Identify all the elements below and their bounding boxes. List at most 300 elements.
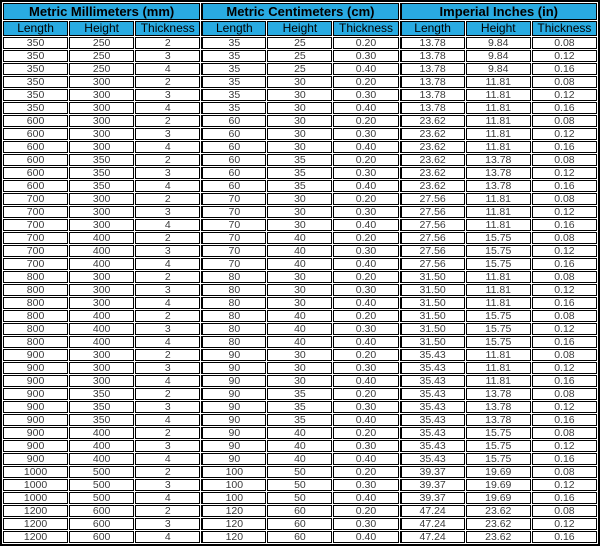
table-cell: 0.30 [333, 284, 398, 296]
table-cell: 3 [135, 50, 200, 62]
table-row [3, 336, 597, 348]
table-cell: 40 [267, 427, 332, 439]
table-cell: 600 [3, 180, 68, 192]
table-cell: 0.12 [532, 362, 597, 374]
table-cell: 60 [267, 518, 332, 530]
table-cell: 50 [267, 492, 332, 504]
table-cell: 3 [135, 401, 200, 413]
table-cell: 2 [135, 232, 200, 244]
table-cell: 0.30 [333, 89, 398, 101]
table-cell: 0.12 [532, 401, 597, 413]
table-cell: 350 [3, 63, 68, 75]
table-row [3, 401, 597, 413]
table-row [3, 89, 597, 101]
table-row [3, 76, 597, 88]
table-cell: 600 [3, 167, 68, 179]
group-header-mm: Metric Millimeters (mm) [3, 3, 200, 20]
table-cell: 0.20 [333, 349, 398, 361]
table-cell: 11.81 [466, 193, 531, 205]
table-cell: 600 [3, 115, 68, 127]
table-cell: 0.40 [333, 453, 398, 465]
table-cell: 25 [267, 37, 332, 49]
table-cell: 35 [267, 154, 332, 166]
table-cell: 15.75 [466, 453, 531, 465]
table-cell: 0.30 [333, 206, 398, 218]
table-cell: 35 [267, 401, 332, 413]
table-cell: 70 [201, 245, 266, 257]
table-cell: 60 [267, 531, 332, 543]
table-row [3, 323, 597, 335]
table-cell: 0.40 [333, 336, 398, 348]
table-cell: 4 [135, 492, 200, 504]
table-cell: 350 [69, 414, 134, 426]
table-row [3, 193, 597, 205]
table-cell: 600 [3, 141, 68, 153]
table-cell: 0.20 [333, 466, 398, 478]
table-cell: 39.37 [400, 479, 465, 491]
table-cell: 35.43 [400, 401, 465, 413]
table-cell: 350 [3, 76, 68, 88]
table-cell: 2 [135, 388, 200, 400]
table-cell: 300 [69, 115, 134, 127]
table-cell: 0.40 [333, 531, 398, 543]
table-cell: 1200 [3, 505, 68, 517]
column-header-mm-length: Length [3, 21, 68, 36]
table-cell: 70 [201, 193, 266, 205]
table-cell: 0.40 [333, 414, 398, 426]
table-cell: 47.24 [400, 531, 465, 543]
table-cell: 40 [267, 232, 332, 244]
table-cell: 30 [267, 219, 332, 231]
table-row [3, 115, 597, 127]
table-cell: 13.78 [466, 388, 531, 400]
table-cell: 80 [201, 271, 266, 283]
table-cell: 60 [201, 128, 266, 140]
table-row [3, 518, 597, 530]
table-cell: 15.75 [466, 310, 531, 322]
table-cell: 0.12 [532, 518, 597, 530]
table-cell: 0.08 [532, 154, 597, 166]
table-cell: 3 [135, 128, 200, 140]
table-cell: 11.81 [466, 102, 531, 114]
table-cell: 4 [135, 336, 200, 348]
table-cell: 30 [267, 89, 332, 101]
table-cell: 0.16 [532, 180, 597, 192]
table-cell: 0.12 [532, 440, 597, 452]
table-row [3, 154, 597, 166]
table-cell: 0.16 [532, 102, 597, 114]
table-cell: 4 [135, 297, 200, 309]
table-cell: 1000 [3, 492, 68, 504]
table-cell: 27.56 [400, 258, 465, 270]
table-cell: 900 [3, 427, 68, 439]
table-cell: 2 [135, 193, 200, 205]
table-row [3, 102, 597, 114]
table-cell: 300 [69, 89, 134, 101]
table-row [3, 232, 597, 244]
table-cell: 300 [69, 271, 134, 283]
table-row [3, 141, 597, 153]
table-cell: 800 [3, 297, 68, 309]
table-row [3, 245, 597, 257]
table-cell: 700 [3, 206, 68, 218]
table-cell: 13.78 [400, 102, 465, 114]
table-cell: 40 [267, 310, 332, 322]
table-cell: 39.37 [400, 492, 465, 504]
table-cell: 3 [135, 479, 200, 491]
group-header-cm: Metric Centimeters (cm) [201, 3, 398, 20]
table-cell: 0.30 [333, 479, 398, 491]
table-cell: 13.78 [466, 414, 531, 426]
table-cell: 27.56 [400, 206, 465, 218]
table-cell: 2 [135, 466, 200, 478]
column-header-cm-length: Length [201, 21, 266, 36]
table-cell: 4 [135, 375, 200, 387]
table-cell: 0.12 [532, 206, 597, 218]
table-cell: 9.84 [466, 63, 531, 75]
table-cell: 47.24 [400, 518, 465, 530]
table-row [3, 375, 597, 387]
column-header-in-thickness: Thickness [532, 21, 597, 36]
table-cell: 13.78 [400, 50, 465, 62]
table-cell: 700 [3, 193, 68, 205]
table-cell: 90 [201, 427, 266, 439]
table-cell: 35.43 [400, 362, 465, 374]
table-cell: 0.16 [532, 336, 597, 348]
table-cell: 900 [3, 375, 68, 387]
table-cell: 4 [135, 180, 200, 192]
table-cell: 15.75 [466, 440, 531, 452]
table-cell: 90 [201, 401, 266, 413]
table-cell: 11.81 [466, 375, 531, 387]
table-cell: 500 [69, 466, 134, 478]
table-cell: 30 [267, 206, 332, 218]
table-cell: 0.40 [333, 258, 398, 270]
table-cell: 800 [3, 310, 68, 322]
table-cell: 31.50 [400, 271, 465, 283]
table-cell: 350 [69, 401, 134, 413]
table-row [3, 63, 597, 75]
table-row [3, 310, 597, 322]
table-cell: 600 [69, 518, 134, 530]
table-cell: 35.43 [400, 440, 465, 452]
table-cell: 60 [201, 115, 266, 127]
table-cell: 35 [267, 180, 332, 192]
table-row [3, 284, 597, 296]
table-cell: 2 [135, 349, 200, 361]
table-cell: 40 [267, 258, 332, 270]
table-cell: 2 [135, 76, 200, 88]
table-cell: 30 [267, 128, 332, 140]
table-cell: 3 [135, 362, 200, 374]
table-cell: 35.43 [400, 427, 465, 439]
table-cell: 1000 [3, 479, 68, 491]
table-cell: 700 [3, 219, 68, 231]
table-row [3, 349, 597, 361]
table-cell: 0.16 [532, 492, 597, 504]
table-cell: 27.56 [400, 245, 465, 257]
table-cell: 100 [201, 479, 266, 491]
table-cell: 2 [135, 154, 200, 166]
table-cell: 23.62 [400, 141, 465, 153]
table-cell: 0.08 [532, 37, 597, 49]
table-cell: 0.16 [532, 453, 597, 465]
table-cell: 900 [3, 414, 68, 426]
table-cell: 4 [135, 219, 200, 231]
table-cell: 31.50 [400, 310, 465, 322]
table-cell: 0.08 [532, 76, 597, 88]
table-cell: 9.84 [466, 50, 531, 62]
table-cell: 1200 [3, 518, 68, 530]
table-cell: 11.81 [466, 128, 531, 140]
column-header-row [3, 21, 597, 36]
table-cell: 0.16 [532, 258, 597, 270]
table-cell: 0.40 [333, 141, 398, 153]
table-cell: 31.50 [400, 336, 465, 348]
table-cell: 500 [69, 479, 134, 491]
table-cell: 35.43 [400, 414, 465, 426]
table-cell: 120 [201, 518, 266, 530]
table-cell: 600 [69, 505, 134, 517]
table-cell: 0.40 [333, 219, 398, 231]
table-cell: 50 [267, 466, 332, 478]
table-cell: 2 [135, 37, 200, 49]
table-cell: 0.16 [532, 219, 597, 231]
table-cell: 0.30 [333, 167, 398, 179]
table-cell: 30 [267, 349, 332, 361]
group-header-row [3, 3, 597, 20]
table-cell: 300 [69, 128, 134, 140]
table-cell: 15.75 [466, 427, 531, 439]
table-cell: 40 [267, 245, 332, 257]
table-cell: 35 [201, 37, 266, 49]
table-cell: 31.50 [400, 284, 465, 296]
table-cell: 0.30 [333, 128, 398, 140]
table-cell: 400 [69, 427, 134, 439]
table-cell: 35.43 [400, 388, 465, 400]
table-cell: 0.08 [532, 427, 597, 439]
table-cell: 70 [201, 232, 266, 244]
table-row [3, 206, 597, 218]
table-cell: 0.30 [333, 50, 398, 62]
table-cell: 23.62 [400, 115, 465, 127]
table-cell: 11.81 [466, 219, 531, 231]
table-row [3, 440, 597, 452]
table-cell: 0.08 [532, 388, 597, 400]
table-row [3, 505, 597, 517]
table-cell: 800 [3, 336, 68, 348]
table-cell: 350 [3, 89, 68, 101]
table-cell: 27.56 [400, 232, 465, 244]
table-cell: 0.20 [333, 310, 398, 322]
table-cell: 250 [69, 50, 134, 62]
table-cell: 90 [201, 388, 266, 400]
table-cell: 0.12 [532, 128, 597, 140]
table-cell: 15.75 [466, 336, 531, 348]
table-cell: 23.62 [466, 531, 531, 543]
table-row [3, 492, 597, 504]
table-row [3, 180, 597, 192]
table-cell: 0.12 [532, 323, 597, 335]
table-row [3, 479, 597, 491]
table-cell: 30 [267, 284, 332, 296]
table-cell: 0.08 [532, 505, 597, 517]
table-cell: 0.16 [532, 531, 597, 543]
table-cell: 19.69 [466, 466, 531, 478]
table-cell: 900 [3, 453, 68, 465]
table-cell: 23.62 [466, 518, 531, 530]
table-cell: 0.12 [532, 284, 597, 296]
table-cell: 70 [201, 206, 266, 218]
table-cell: 35 [267, 414, 332, 426]
table-cell: 0.16 [532, 297, 597, 309]
table-cell: 70 [201, 219, 266, 231]
table-cell: 11.81 [466, 349, 531, 361]
table-cell: 0.08 [532, 115, 597, 127]
table-row [3, 167, 597, 179]
table-row [3, 466, 597, 478]
table-cell: 13.78 [466, 401, 531, 413]
table-cell: 250 [69, 63, 134, 75]
table-cell: 300 [69, 375, 134, 387]
table-row [3, 128, 597, 140]
table-cell: 120 [201, 505, 266, 517]
table-cell: 4 [135, 63, 200, 75]
table-cell: 350 [69, 180, 134, 192]
table-cell: 300 [69, 102, 134, 114]
table-cell: 90 [201, 349, 266, 361]
table-row [3, 219, 597, 231]
table-cell: 30 [267, 141, 332, 153]
table-cell: 350 [69, 388, 134, 400]
table-cell: 3 [135, 167, 200, 179]
column-header-in-height: Height [466, 21, 531, 36]
table-cell: 800 [3, 271, 68, 283]
table-cell: 40 [267, 453, 332, 465]
table-cell: 1200 [3, 531, 68, 543]
table-cell: 80 [201, 284, 266, 296]
table-cell: 400 [69, 258, 134, 270]
table-cell: 23.62 [400, 167, 465, 179]
table-row [3, 50, 597, 62]
table-cell: 2 [135, 427, 200, 439]
table-cell: 13.78 [466, 180, 531, 192]
table-cell: 4 [135, 414, 200, 426]
table-cell: 25 [267, 63, 332, 75]
table-cell: 0.12 [532, 479, 597, 491]
table-cell: 47.24 [400, 505, 465, 517]
table-cell: 0.08 [532, 310, 597, 322]
table-row [3, 271, 597, 283]
table-cell: 0.20 [333, 427, 398, 439]
table-cell: 50 [267, 479, 332, 491]
table-cell: 600 [69, 531, 134, 543]
table-cell: 300 [69, 141, 134, 153]
table-cell: 120 [201, 531, 266, 543]
table-cell: 0.40 [333, 297, 398, 309]
table-cell: 90 [201, 414, 266, 426]
table-cell: 80 [201, 310, 266, 322]
table-cell: 0.40 [333, 63, 398, 75]
table-cell: 31.50 [400, 297, 465, 309]
table-row [3, 297, 597, 309]
table-cell: 80 [201, 323, 266, 335]
table-cell: 4 [135, 258, 200, 270]
table-cell: 300 [69, 362, 134, 374]
table-cell: 900 [3, 362, 68, 374]
table-cell: 400 [69, 323, 134, 335]
table-cell: 2 [135, 271, 200, 283]
table-cell: 100 [201, 466, 266, 478]
table-cell: 60 [201, 180, 266, 192]
table-cell: 4 [135, 531, 200, 543]
table-cell: 400 [69, 245, 134, 257]
table-cell: 0.20 [333, 37, 398, 49]
column-header-mm-thickness: Thickness [135, 21, 200, 36]
group-header-in: Imperial Inches (in) [400, 3, 597, 20]
table-cell: 30 [267, 362, 332, 374]
table-cell: 60 [267, 505, 332, 517]
table-cell: 0.30 [333, 440, 398, 452]
table-cell: 13.78 [466, 167, 531, 179]
table-cell: 400 [69, 453, 134, 465]
table-cell: 30 [267, 115, 332, 127]
table-cell: 500 [69, 492, 134, 504]
table-cell: 800 [3, 323, 68, 335]
table-cell: 35.43 [400, 349, 465, 361]
table-cell: 350 [69, 154, 134, 166]
table-row [3, 37, 597, 49]
table-cell: 800 [3, 284, 68, 296]
table-cell: 0.30 [333, 323, 398, 335]
table-cell: 0.40 [333, 492, 398, 504]
table-row [3, 531, 597, 543]
table-cell: 350 [69, 167, 134, 179]
table-cell: 35.43 [400, 375, 465, 387]
table-cell: 0.20 [333, 388, 398, 400]
table-cell: 70 [201, 258, 266, 270]
table-cell: 900 [3, 349, 68, 361]
table-cell: 0.16 [532, 375, 597, 387]
table-cell: 3 [135, 323, 200, 335]
table-cell: 0.12 [532, 50, 597, 62]
table-cell: 600 [3, 154, 68, 166]
table-row [3, 427, 597, 439]
table-cell: 400 [69, 440, 134, 452]
table-cell: 0.40 [333, 180, 398, 192]
table-cell: 11.81 [466, 115, 531, 127]
table-cell: 250 [69, 37, 134, 49]
table-cell: 11.81 [466, 141, 531, 153]
table-cell: 300 [69, 284, 134, 296]
table-cell: 400 [69, 232, 134, 244]
table-cell: 15.75 [466, 232, 531, 244]
table-cell: 60 [201, 167, 266, 179]
table-cell: 30 [267, 271, 332, 283]
table-cell: 13.78 [400, 37, 465, 49]
table-cell: 900 [3, 388, 68, 400]
table-cell: 27.56 [400, 219, 465, 231]
table-cell: 700 [3, 258, 68, 270]
table-cell: 400 [69, 310, 134, 322]
table-cell: 0.08 [532, 271, 597, 283]
table-cell: 900 [3, 440, 68, 452]
table-cell: 0.20 [333, 193, 398, 205]
table-cell: 39.37 [400, 466, 465, 478]
table-cell: 35 [201, 50, 266, 62]
table-cell: 300 [69, 219, 134, 231]
table-cell: 35 [201, 102, 266, 114]
